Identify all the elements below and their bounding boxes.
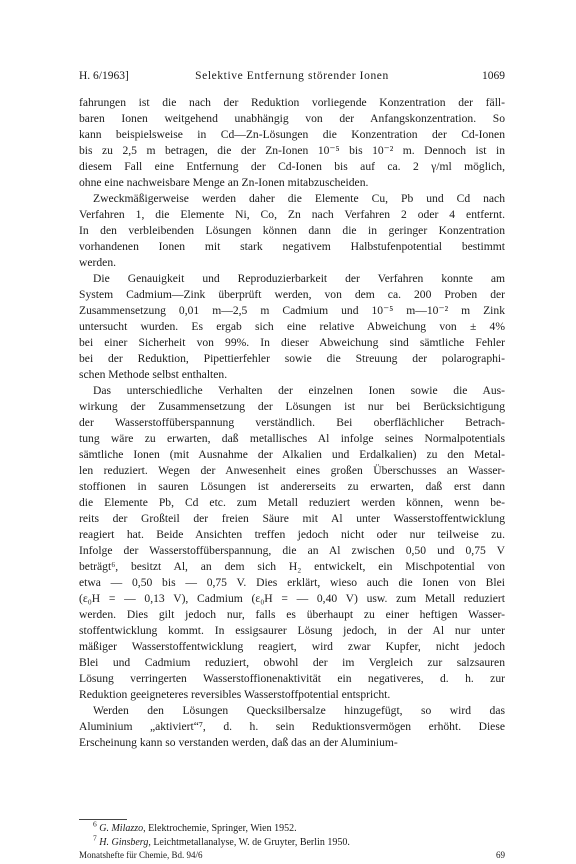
text-line: Zweckmäßigerweise werden daher die Elemente Cu, Pb und Cd nach <box>93 192 505 205</box>
text-line: fahrungen ist die nach der Reduktion vorliegende Konzentration der fäll- <box>79 96 505 109</box>
text-line: vorhandenen Ionen mit stark negativem Halbstufenpotential bestimmt <box>79 240 505 253</box>
text-line: wirkung der Zusammensetzung der Lösungen ist nur bei Berücksichtigung <box>79 400 505 413</box>
text-line: Blei und Cadmium reduziert, obwohl der im Vergleich zur salzsauren <box>79 656 505 669</box>
text-line: etwa — 0,50 bis — 0,75 V. Dies erklärt, wieso auch die Ionen von Blei <box>79 576 505 589</box>
text-line: Werden den Lösungen Quecksilbersalze hinzugefügt, so wird das <box>93 704 505 717</box>
text-line: In den verbleibenden Lösungen können dann die in geringer Konzentration <box>79 224 505 237</box>
text-line: baren Ionen weitgehend unabhängig von der Anfangskonzentration. So <box>79 112 505 125</box>
text-line: die Elemente Pb, Cd etc. zum Metall reduziert werden können, wenn be- <box>79 496 505 509</box>
text-line: stoffentwicklung kommt. In essigsaurer Lösung jedoch, in der Al nur unter <box>79 624 505 637</box>
text-line: beträgt⁶, besitzt Al, an dem sich H₂ entwickelt, ein Mischpotential von <box>79 560 505 573</box>
text-line: stoffionen in sauren Lösungen ist andererseits zu erwarten, daß erst dann <box>79 480 505 493</box>
paragraph <box>79 271 505 383</box>
text-line: schen Methode selbst enthalten. <box>79 368 228 381</box>
text-line: Erscheinung kann so verstanden werden, daß das an der Aluminium- <box>79 736 398 749</box>
footnote-rule <box>79 819 127 820</box>
text-line: Zusammensetzung 0,01 m—2,5 m Cadmium und 10⁻⁵ m—10⁻² m Zink <box>79 304 505 317</box>
footnote-author: H. Ginsberg <box>99 836 149 848</box>
text-line: bei einer Sicherheit von 99%. In dieser Abweichung sind sämtliche Fehler <box>79 336 505 349</box>
text-line: tung wäre zu erwarten, daß metallisches Al infolge seines Normalpotentials <box>79 432 505 445</box>
text-line: werden. Dies gilt jedoch nur, falls es überhaupt zu einer heftigen Wasser- <box>79 608 505 621</box>
footnotes <box>79 819 505 849</box>
paragraph <box>79 95 505 191</box>
issue-reference: H. 6/1963] <box>79 70 129 82</box>
text-line: sämtliche Ionen (mit Ausnahme der Alkalien und Erdalkalien) zu den Metal- <box>79 448 505 461</box>
text-line: kann beispielsweise in Cd—Zn-Lösungen die Konzentration der Cd-Ionen <box>79 128 505 141</box>
text-line: mäßiger Wasserstoffentwicklung reagiert, wird zwar Kupfer, nicht jedoch <box>79 640 505 653</box>
text-line: Infolge der Wasserstoffüberspannung, die an Al zwischen 0,50 und 0,75 V <box>79 544 505 557</box>
footnote <box>79 819 505 836</box>
text-line: Reduktion geeigneteres reversibles Wasserstoffpotential entspricht. <box>79 688 391 701</box>
text-line: bis zu 2,5 m betragen, die der Zn-Ionen 10⁻⁵ bis 10⁻² m. Dennoch ist in <box>79 144 505 157</box>
text-line: Das unterschiedliche Verhalten der einzelnen Ionen sowie die Aus- <box>93 384 505 397</box>
text-line: System Cadmium—Zink überprüft werden, von dem ca. 200 Proben der <box>79 288 505 301</box>
text-line: der Wasserstoffüberspannung verständlich. Bei oberflächlicher Betrach- <box>79 416 505 429</box>
text-line: reits der Großteil der freien Säure mit Al unter Wasserstoffentwicklung <box>79 512 505 525</box>
running-header <box>79 68 505 84</box>
journal-reference: Monatshefte für Chemie, Bd. 94/6 <box>79 850 203 860</box>
footnote-number: 6 <box>93 819 97 829</box>
text-line: Die Genauigkeit und Reproduzierbarkeit der Verfahren konnte am <box>93 272 505 285</box>
text-line: Aluminium „aktiviert“⁷, d. h. sein Reduktionsvermögen erhöht. Diese <box>79 720 505 733</box>
article-body <box>79 95 505 751</box>
footnote-citation: , Leichtmetallanalyse, W. de Gruyter, Berlin 1950. <box>148 836 350 848</box>
text-line: len reduziert. Wegen der Anwesenheit eines großen Überschusses an Wasser- <box>79 464 505 477</box>
text-line: bei der Reduktion, Pipettierfehler sowie die Streuung der polarographi- <box>79 352 505 365</box>
text-line: (ε₀H = — 0,13 V), Cadmium (ε₀H = — 0,40 V) usw. zum Metall reduziert <box>79 592 505 605</box>
text-line: diesem Fall eine Entfernung der Cd-Ionen bis auf ca. 2 γ/ml möglich, <box>79 160 505 173</box>
text-line: Lösung verringerten Wasserstoffionenaktivität ein negativeres, d. h. zur <box>79 672 505 685</box>
footnote <box>79 833 505 850</box>
text-line: reagiert hat. Beide Ansichten treffen jedoch nicht oder nur teilweise zu. <box>79 528 505 541</box>
paragraph <box>79 383 505 703</box>
footnote-author: G. Milazzo <box>99 823 144 834</box>
paragraph <box>79 191 505 271</box>
sheet-number: 69 <box>496 850 505 860</box>
paragraph <box>79 703 505 751</box>
text-line: untersucht wurden. Es ergab sich eine relative Abweichung von ± 4% <box>79 320 505 333</box>
text-line: ohne eine nachweisbare Menge an Zn-Ionen mitabzuscheiden. <box>79 176 369 189</box>
text-line: werden. <box>79 256 117 269</box>
text-line: Verfahren 1, die Elemente Ni, Co, Zn nach Verfahren 2 oder 4 entfernt. <box>79 208 505 221</box>
running-title: Selektive Entfernung störender Ionen <box>195 70 389 82</box>
footnote-citation: , Elektrochemie, Springer, Wien 1952. <box>143 823 297 834</box>
page-number: 1069 <box>482 70 505 82</box>
footnote-number: 7 <box>93 833 97 843</box>
